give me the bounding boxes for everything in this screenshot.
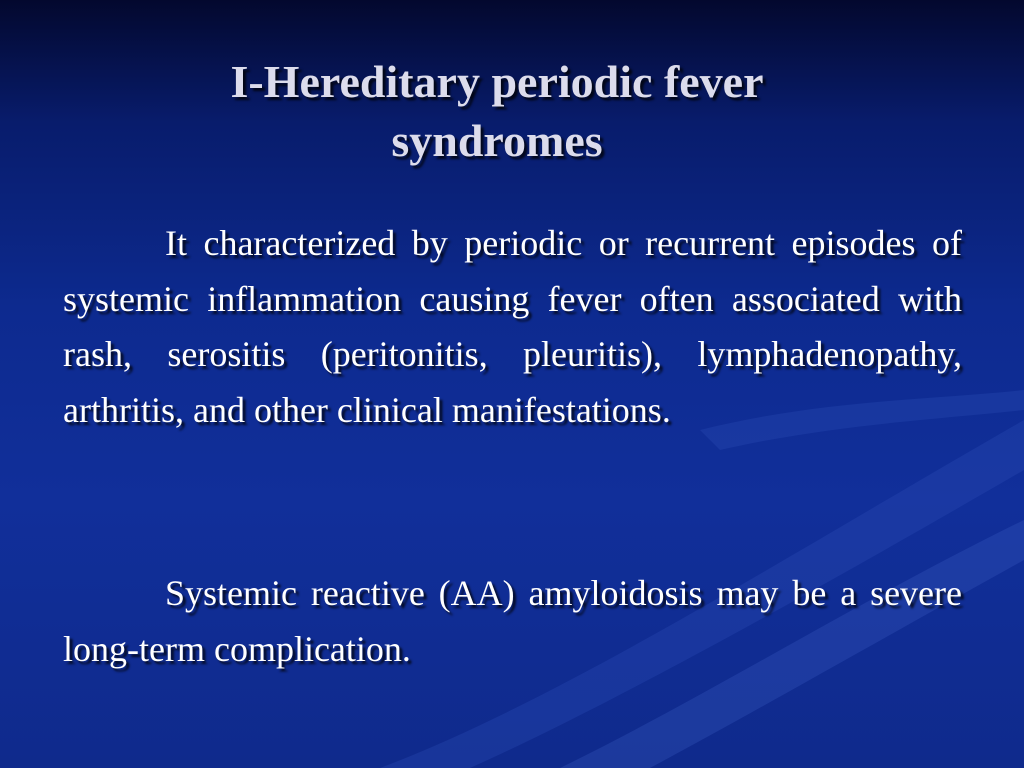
slide-title-line-1: I-Hereditary periodic fever bbox=[230, 56, 764, 107]
body-paragraph-2: Systemic reactive (AA) amyloidosis may be a severe long-term complication. bbox=[63, 573, 962, 669]
body-paragraph-1: It characterized by periodic or recurrent episodes of systemic inflammation causing fever often associated with rash, serositis (peritonitis, pleuritis), lymphadenopathy, arthritis, and other clinical manifestations. bbox=[63, 223, 962, 430]
slide-title bbox=[140, 52, 854, 170]
slide-title-line-2: syndromes bbox=[391, 115, 603, 166]
